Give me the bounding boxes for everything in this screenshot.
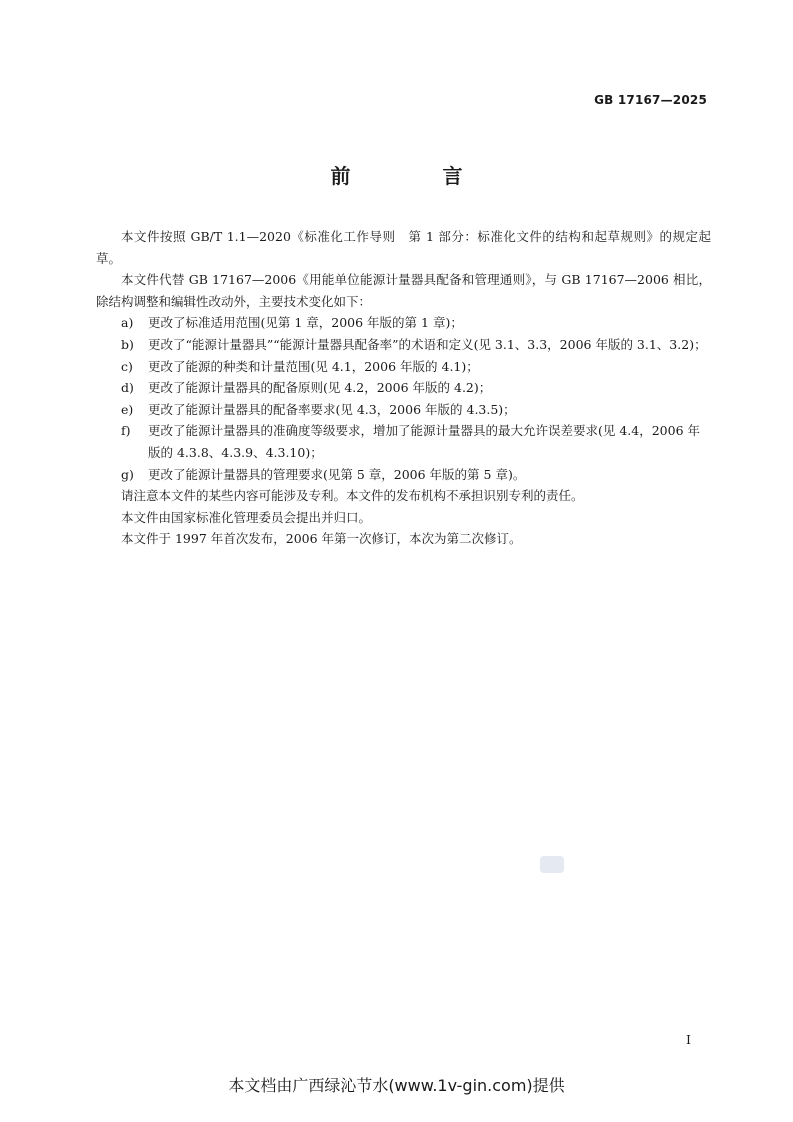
list-marker: f) bbox=[121, 423, 131, 439]
list-item-text: 更改了标准适用范围(见第 1 章，2006 年版的第 1 章)； bbox=[148, 315, 463, 331]
list-item-text: 更改了能源计量器具的管理要求(见第 5 章，2006 年版的第 5 章)。 bbox=[148, 466, 526, 482]
list-item bbox=[96, 377, 711, 399]
list-marker: b) bbox=[121, 336, 134, 352]
paragraph-revision-history: 本文件于 1997 年首次发布，2006 年第一次修订，本次为第二次修订。 bbox=[121, 531, 522, 547]
list-item-text: 更改了“能源计量器具”“能源计量器具配备率”的术语和定义(见 3.1、3.3，2006 年版的 3.1、3.2)； bbox=[148, 336, 707, 352]
list-marker: c) bbox=[121, 358, 133, 374]
list-marker: g) bbox=[121, 466, 134, 482]
list-marker: e) bbox=[121, 401, 134, 417]
provider-footer: 本文档由广西绿沁节水(www.1v-gin.com)提供 bbox=[228, 1076, 565, 1095]
list-item bbox=[96, 356, 711, 378]
watermark-logo bbox=[540, 856, 564, 873]
paragraph-replacement-note: 本文件代替 GB 17167—2006《用能单位能源计量器具配备和管理通则》，与 GB 17167—2006 相比，除结构调整和编辑性改动外，主要技术变化如下： bbox=[96, 272, 711, 309]
page-title: 前 言 bbox=[330, 164, 499, 188]
paragraph-drafting-basis: 本文件按照 GB/T 1.1—2020《标准化工作导则 第 1 部分：标准化文件的结构和起草规则》的规定起草。 bbox=[96, 229, 711, 266]
list-marker: a) bbox=[121, 315, 134, 331]
paragraph-responsible-body: 本文件由国家标准化管理委员会提出并归口。 bbox=[121, 509, 372, 525]
list-item bbox=[96, 420, 711, 463]
paragraph-patent-notice: 请注意本文件的某些内容可能涉及专利。本文件的发布机构不承担识别专利的责任。 bbox=[121, 488, 584, 504]
list-item bbox=[96, 334, 711, 356]
list-item bbox=[96, 399, 711, 421]
standard-number: GB 17167—2025 bbox=[594, 93, 707, 107]
page-number: I bbox=[686, 1032, 691, 1047]
list-item bbox=[96, 312, 711, 334]
list-item-text: 更改了能源的种类和计量范围(见 4.1，2006 年版的 4.1)； bbox=[148, 358, 479, 374]
list-item bbox=[96, 464, 711, 486]
foreword-body bbox=[96, 226, 711, 550]
change-list bbox=[96, 312, 711, 485]
list-marker: d) bbox=[121, 380, 134, 396]
list-item-text: 更改了能源计量器具的准确度等级要求，增加了能源计量器具的最大允许误差要求(见 4.4，2006 年版的 4.3.8、4.3.9、4.3.10)； bbox=[148, 423, 701, 460]
list-item-text: 更改了能源计量器具的配备率要求(见 4.3，2006 年版的 4.3.5)； bbox=[148, 401, 516, 417]
list-item-text: 更改了能源计量器具的配备原则(见 4.2，2006 年版的 4.2)； bbox=[148, 380, 492, 396]
